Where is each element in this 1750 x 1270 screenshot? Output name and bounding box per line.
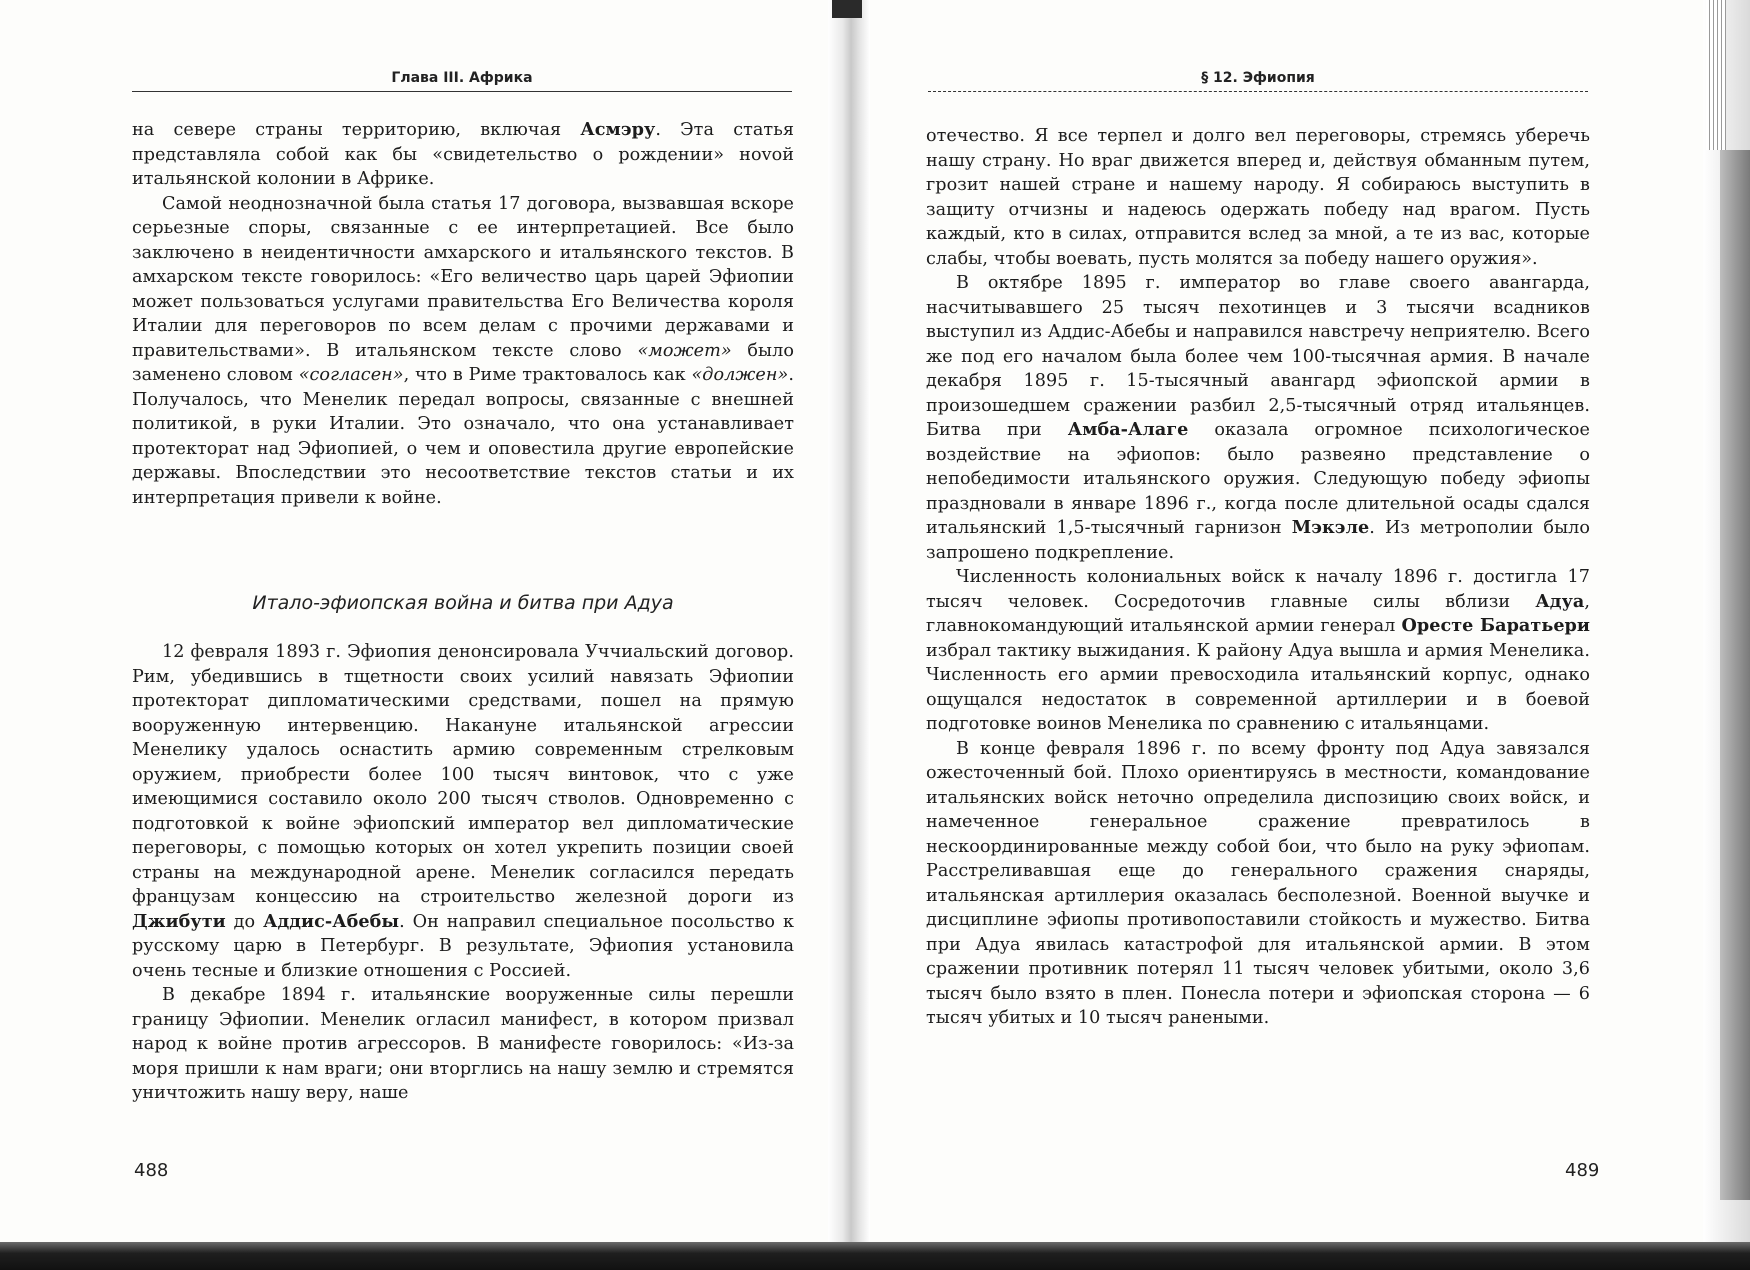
section-title: Итало-эфиопская война и битва при Адуа xyxy=(252,592,674,614)
left-page-number: 488 xyxy=(134,1160,169,1181)
bold-term: Адуа xyxy=(1535,590,1585,612)
left-page xyxy=(0,0,860,1270)
text-run: . Получалось, что Менелик передал вопросы, связанные с внешней политикой, в руки Италии. Это означало, что она устанавливает протекторат над Эфиопией, о чем и оповестила другие европейские державы. Впоследствии это несоответствие текстов статьи и их интерпретация привели к войне. xyxy=(132,365,794,508)
paragraph xyxy=(132,118,794,192)
italic-term: «должен» xyxy=(691,365,789,385)
left-running-head: Глава III. Африка xyxy=(391,70,533,86)
text-run: . Он направил специальное посольство к русскому царю в Петербург. В результате, Эфиопия установила очень тесные и близкие отношения с Россией. xyxy=(132,911,795,981)
text-run: было заменено словом xyxy=(132,340,794,385)
right-page xyxy=(880,0,1750,1270)
text-run: , что в Риме трактовалось как xyxy=(403,365,692,385)
right-head-rule xyxy=(928,91,1588,92)
italic-term: «может» xyxy=(637,340,732,361)
text-run: Самой неоднозначной была статья 17 договора, вызвавшая вскоре серьезные споры, связанные с ее интерпретацией. Все было заключено в неидентичности амхарского и итальянского текстов. В амхарском тексте говорилось: «Его величество царь царей Эфиопии может пользоваться услугами правительства Его Величества короля Италии для переговоров по всем делам с прочими державами и правительствами». В итальянском тексте слово xyxy=(132,193,794,361)
bold-term: Джибути xyxy=(132,910,226,932)
text-run: , главнокомандующий итальянской армии генерал xyxy=(926,591,1590,636)
paragraph xyxy=(132,640,794,983)
text-run: до xyxy=(225,911,264,932)
text-run: Численность колониальных войск к началу 1896 г. достигла 17 тысяч человек. Сосредоточив главные силы вблизи xyxy=(926,567,1590,612)
right-text xyxy=(926,124,1590,1031)
paragraph xyxy=(926,124,1590,271)
text-run: отечество. Я все терпел и долго вел переговоры, стремясь уберечь нашу страну. Но враг движется вперед и, действуя обманным путем, грозит нашей стране и нашему народу. Я собираюсь выступить в защиту отчизны и надеюсь одержать победу над врагом. Пусть каждый, кто в силах, отправится вслед за мной, а те из вас, которые слабы, чтобы воевать, пусть молятся за победу нашего оружия». xyxy=(926,126,1590,269)
text-run: В конце февраля 1896 г. по всему фронту под Адуа завязался ожесточенный бой. Плохо ориентируясь в местности, командование итальянских войск неточно определила диспозицию своих войск, и намеченное генеральное сражение превратилось в нескоординированные между собой бои, что было на руку эфиопам. Расстреливавшая еще до генерального сражения снаряды, итальянская артиллерия оказалась бесполезной. Военной выучке и дисциплине эфиопы противопоставили стойкость и мужество. Битва при Адуа явилась катастрофой для итальянской армии. В этом сражении противник потерял 11 тысяч человек убитыми, около 3,6 тысяч было взято в плен. Понесла потери и эфиопская сторона — 6 тысяч убитых и 10 тысяч ранеными. xyxy=(926,738,1590,1028)
bold-term: Амба-Алаге xyxy=(1067,419,1189,440)
paragraph xyxy=(926,271,1590,565)
left-text-bottom xyxy=(132,640,794,1106)
bold-term: Асмэру xyxy=(580,119,656,140)
left-head-rule xyxy=(132,91,792,92)
paragraph xyxy=(926,737,1590,1031)
italic-term: «согласен» xyxy=(298,365,404,385)
right-running-head: § 12. Эфиопия xyxy=(1201,70,1315,86)
text-run: оказала огромное психологическое воздействие на эфиопов: было развеяно представление о непобедимости итальянского оружия. Следующую победу эфиопы праздновали в январе 1896 г., когда после длительной осады сдался итальянский 1,5-тысячный гарнизон xyxy=(926,420,1590,538)
paragraph xyxy=(926,565,1590,737)
bold-term: Аддис-Абебы xyxy=(263,910,400,932)
text-run: 12 февраля 1893 г. Эфиопия денонсировала Уччиальский договор. Рим, убедившись в тщетности своих усилий навязать Эфиопии протекторат дипломатическими средствами, пошел на прямую вооруженную интервенцию. Накануне итальянской агрессии Менелику удалось оснастить армию современным стрелковым оружием, приобрести более 100 тысяч винтовок, что с уже имеющимися составило около 200 тысяч стволов. Одновременно с подготовкой к войне эфиопский император вел дипломатические переговоры, с помощью которых он хотел укрепить позиции своей страны на международной арене. Менелик согласился передать французам концессию на строительство железной дороги из xyxy=(132,642,794,907)
text-run: . Эта статья представляла собой как бы «свидетельство о рождении» ноvой итальянской колонии в Африке. xyxy=(132,120,794,189)
left-text-top xyxy=(132,118,794,510)
text-run: на севере страны территорию, включая xyxy=(132,120,581,140)
bold-term: Мэкэле xyxy=(1291,517,1370,538)
text-run: избрал тактику выжидания. К району Адуа вышла и армия Менелика. Численность его армии превосходила итальянский корпус, однако ощущался недостаток в современной артиллерии и в боевой подготовке воинов Менелика по сравнению с итальянцами. xyxy=(926,640,1590,734)
text-run: В октябре 1895 г. император во главе своего авангарда, насчитывавшего 25 тысяч пехотинцев и 3 тысячи всадников выступил из Аддис-Абебы и направился навстречу неприятелю. Всего же под его началом была более чем 100-тысячная армия. В начале декабря 1895 г. 15-тысячный авангард эфиопской армии в произошедшем сражении разбил 2,5-тысячный отряд итальянцев. Битва при xyxy=(926,273,1590,440)
bold-term: Оресте Баратьери xyxy=(1401,615,1591,636)
scan-bottom-shadow xyxy=(0,1242,1750,1270)
paragraph xyxy=(132,192,794,511)
paragraph xyxy=(132,983,794,1106)
right-page-number: 489 xyxy=(1565,1160,1600,1181)
text-run: . Из метрополии было запрошено подкрепление. xyxy=(926,518,1590,563)
text-run: В декабре 1894 г. итальянские вооруженные силы перешли границу Эфиопии. Менелик огласил манифест, в котором призвал народ к войне против агрессоров. В манифесте говорилось: «Из-за моря пришли к нам враги; они вторглись на нашу землю и стремятся уничтожить нашу веру, наше xyxy=(132,985,794,1103)
